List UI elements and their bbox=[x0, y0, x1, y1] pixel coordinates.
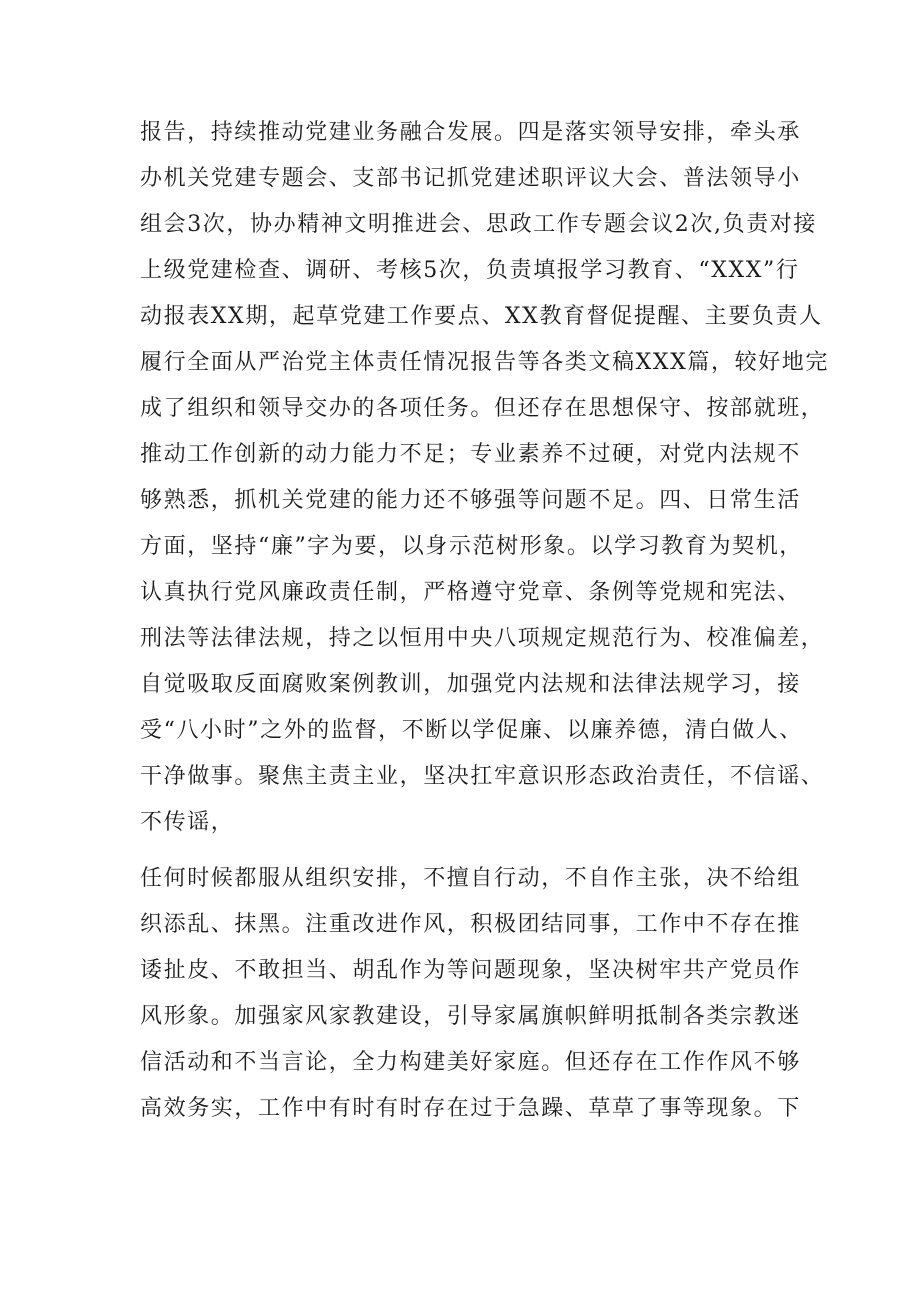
text-line: 方面，坚持“廉”字为要，以身示范树形象。以学习教育为契机， bbox=[140, 534, 803, 559]
text-line: 织添乱、抹黑。注重改进作风，积极团结同事，工作中不存在推 bbox=[140, 912, 801, 937]
text-line: 任何时候都服从组织安排，不擅自行动，不自作主张，决不给组 bbox=[140, 866, 801, 891]
text-line: 报告，持续推动党建业务融合发展。四是落实领导安排，牵头承 bbox=[140, 120, 801, 145]
text-line: 不传谣， bbox=[140, 810, 235, 835]
text-line: 推动工作创新的动力能力不足；专业素养不过硬，对党内法规不 bbox=[140, 442, 801, 467]
text-line: 办机关党建专题会、支部书记抓党建述职评议大会、普法领导小 bbox=[140, 166, 801, 191]
text-line: 组会3次，协办精神文明推进会、思政工作专题会议2次,负责对接 bbox=[140, 212, 817, 237]
text-line: 干净做事。聚焦主责主业，坚决扛牢意识形态政治责任，不信谣、 bbox=[140, 764, 825, 789]
text-line: 自觉吸取反面腐败案例教训，加强党内法规和法律法规学习，接 bbox=[140, 672, 801, 697]
text-line: 认真执行党风廉政责任制，严格遵守党章、条例等党规和宪法、 bbox=[140, 580, 801, 605]
text-line: 信活动和不当言论，全力构建美好家庭。但还存在工作作风不够 bbox=[140, 1050, 801, 1075]
text-line: 受“八小时”之外的监督，不断以学促廉、以廉养德，清白做人、 bbox=[140, 718, 803, 743]
text-line: 诿扯皮、不敢担当、胡乱作为等问题现象，坚决树牢共产党员作 bbox=[140, 958, 801, 983]
text-line: 上级党建检查、调研、考核5次，负责填报学习教育、“XXX”行 bbox=[140, 258, 800, 283]
text-line: 够熟悉，抓机关党建的能力还不够强等问题不足。四、日常生活 bbox=[140, 488, 801, 513]
text-line: 风形象。加强家风家教建设，引导家属旗帜鲜明抵制各类宗教迷 bbox=[140, 1004, 801, 1029]
text-line: 动报表XX期，起草党建工作要点、XX教育督促提醒、主要负责人 bbox=[140, 304, 823, 329]
body-text bbox=[140, 110, 829, 1132]
text-line: 刑法等法律法规，持之以恒用中央八项规定规范行为、校准偏差， bbox=[140, 626, 825, 651]
text-line: 高效务实，工作中有时有时存在过于急躁、草草了事等现象。下 bbox=[140, 1096, 801, 1121]
text-line: 成了组织和领导交办的各项任务。但还存在思想保守、按部就班， bbox=[140, 396, 825, 421]
text-line: 履行全面从严治党主体责任情况报告等各类文稿XXX篇，较好地完 bbox=[140, 350, 829, 375]
